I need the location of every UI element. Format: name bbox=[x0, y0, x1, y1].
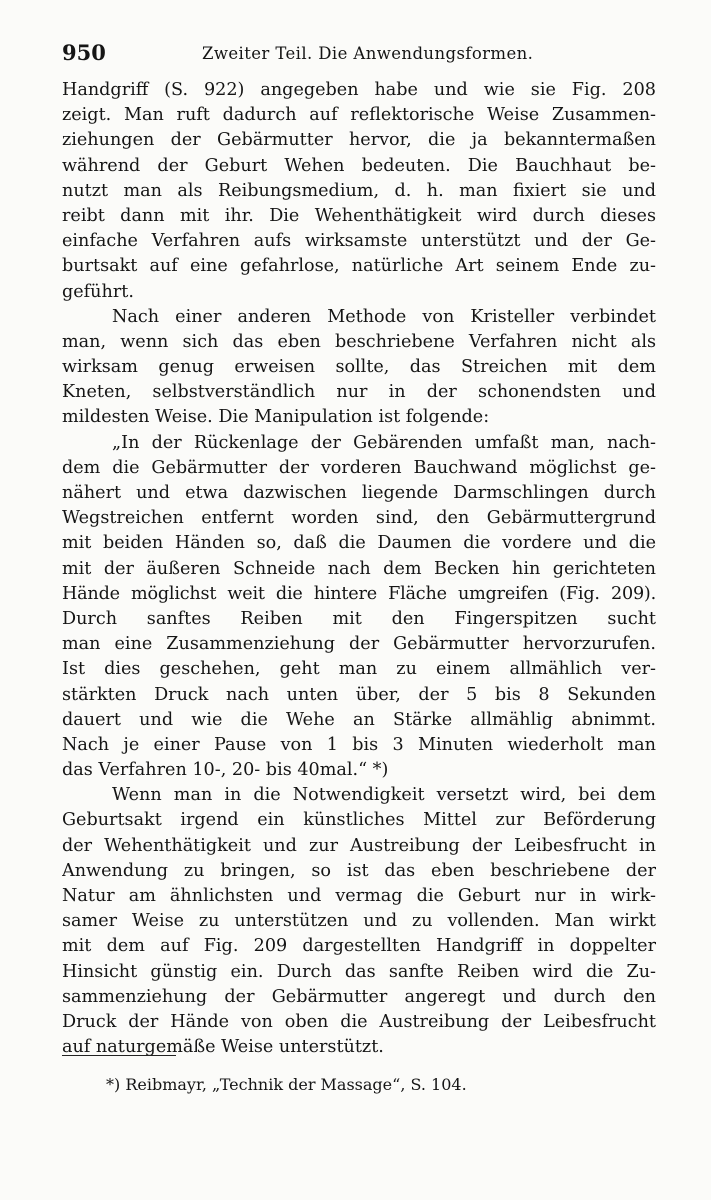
paragraph bbox=[62, 78, 656, 305]
text-line: mit dem auf Fig. 209 dargestellten Handgriff in doppelter bbox=[62, 936, 656, 957]
text-line: samer Weise zu unterstützen und zu vollenden. Man wirkt bbox=[62, 911, 656, 932]
text-line: man, wenn sich das eben beschriebene Verfahren nicht als bbox=[62, 331, 656, 352]
body-text bbox=[62, 78, 656, 1060]
text-line: wirksam genug erweisen sollte, das Streichen mit dem bbox=[62, 357, 656, 378]
text-line: Handgriff (S. 922) angegeben habe und wie sie Fig. 208 bbox=[62, 80, 656, 100]
text-line: Ist dies geschehen, geht man zu einem allmählich ver- bbox=[62, 659, 656, 680]
running-head: Zweiter Teil. Die Anwendungsformen. bbox=[202, 44, 534, 63]
text-line: zeigt. Man ruft dadurch auf reflektorische Weise Zusammen- bbox=[62, 105, 656, 126]
text-line: Anwendung zu bringen, so ist das eben beschriebene der bbox=[62, 860, 656, 881]
text-line: „In der Rückenlage der Gebärenden umfaßt man, nach- bbox=[112, 432, 656, 453]
text-line: Nach einer anderen Methode von Kristeller verbindet bbox=[112, 306, 656, 327]
text-line: nutzt man als Reibungsmedium, d. h. man fixiert sie und bbox=[62, 180, 656, 201]
paragraph bbox=[62, 431, 656, 784]
paragraph bbox=[62, 783, 656, 1060]
text-line: dauert und wie die Wehe an Stärke allmählig abnimmt. bbox=[62, 709, 656, 730]
text-line: Wenn man in die Notwendigkeit versetzt wird, bei dem bbox=[112, 785, 656, 806]
text-line: Hände möglichst weit die hintere Fläche umgreifen (Fig. 209). bbox=[62, 583, 656, 604]
text-line: Natur am ähnlichsten und vermag die Geburt nur in wirk- bbox=[62, 886, 656, 906]
text-line: man eine Zusammenziehung der Gebärmutter hervorzurufen. bbox=[62, 634, 656, 655]
text-line: dem die Gebärmutter der vorderen Bauchwand möglichst ge- bbox=[62, 457, 656, 478]
text-line: einfache Verfahren aufs wirksamste unterstützt und der Ge- bbox=[62, 231, 656, 252]
text-line: Hinsicht günstig ein. Durch das sanfte Reiben wird die Zu- bbox=[62, 961, 656, 982]
text-line: das Verfahren 10-, 20- bis 40mal.“ *) bbox=[62, 760, 389, 781]
text-line: burtsakt auf eine gefahrlose, natürliche Art seinem Ende zu- bbox=[62, 256, 656, 277]
text-line: Kneten, selbstverständlich nur in der schonendsten und bbox=[62, 382, 656, 403]
text-line: Geburtsakt irgend ein künstliches Mittel zur Beförderung bbox=[62, 810, 656, 831]
page-header bbox=[62, 40, 657, 68]
page-number: 950 bbox=[62, 40, 106, 65]
paragraph bbox=[62, 305, 656, 431]
text-line: Druck der Hände von oben die Austreibung der Leibesfrucht bbox=[62, 1011, 656, 1032]
footnote: *) Reibmayr, „Technik der Massage“, S. 104. bbox=[106, 1075, 467, 1094]
text-line: Nach je einer Pause von 1 bis 3 Minuten wiederholt man bbox=[62, 734, 656, 755]
text-line: geführt. bbox=[62, 281, 134, 302]
text-line: der Wehenthätigkeit und zur Austreibung der Leibesfrucht in bbox=[62, 835, 656, 856]
text-line: mildesten Weise. Die Manipulation ist folgende: bbox=[62, 407, 490, 428]
text-line: mit beiden Händen so, daß die Daumen die vordere und die bbox=[62, 533, 656, 554]
text-line: ziehungen der Gebärmutter hervor, die ja bekanntermaßen bbox=[62, 130, 656, 151]
text-line: während der Geburt Wehen bedeuten. Die Bauchhaut be- bbox=[62, 155, 656, 176]
text-line: mit der äußeren Schneide nach dem Becken hin gerichteten bbox=[62, 558, 656, 579]
text-line: auf naturgemäße Weise unterstützt. bbox=[62, 1037, 384, 1058]
text-line: Durch sanftes Reiben mit den Fingerspitzen sucht bbox=[62, 608, 656, 629]
text-line: nähert und etwa dazwischen liegende Darmschlingen durch bbox=[62, 483, 656, 503]
footnote-divider bbox=[62, 1055, 176, 1056]
text-line: stärkten Druck nach unten über, der 5 bis 8 Sekunden bbox=[62, 684, 656, 705]
text-line: sammenziehung der Gebärmutter angeregt und durch den bbox=[62, 986, 656, 1007]
text-line: Wegstreichen entfernt worden sind, den Gebärmuttergrund bbox=[62, 508, 656, 529]
text-line: reibt dann mit ihr. Die Wehenthätigkeit wird durch dieses bbox=[62, 205, 656, 226]
